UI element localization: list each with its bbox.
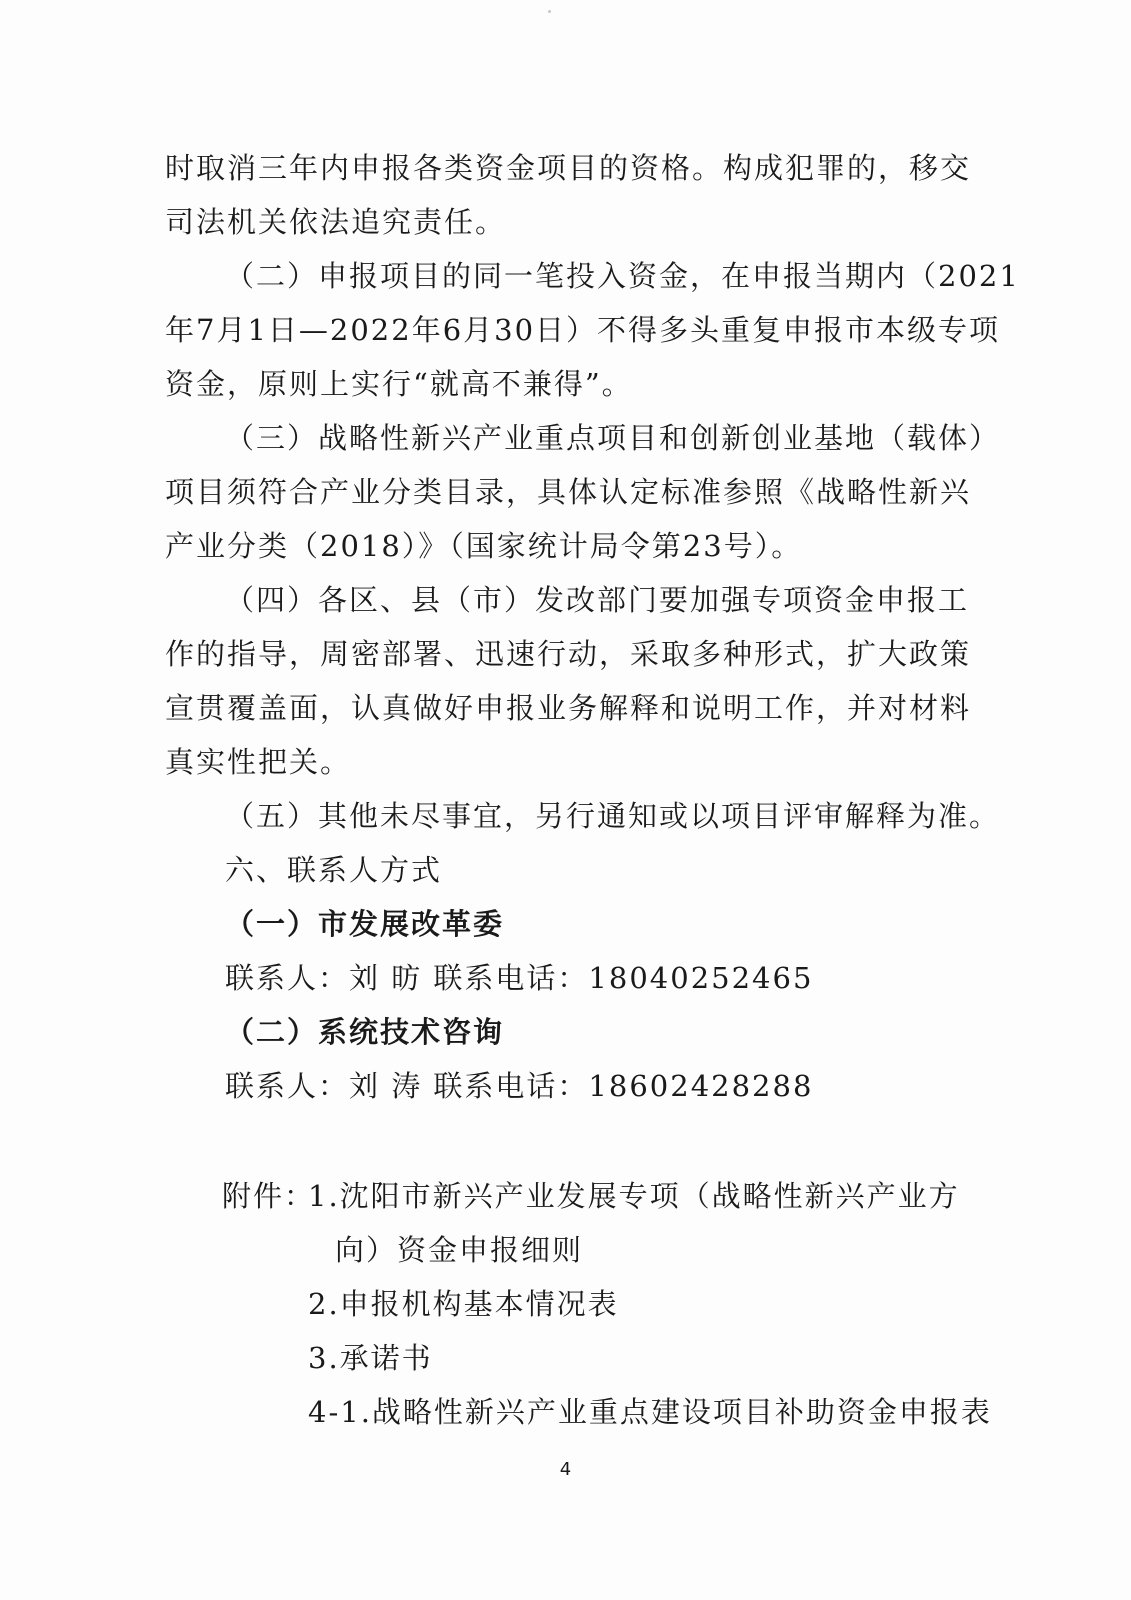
- attachment-item: 4-1.战略性新兴产业重点建设项目补助资金申报表: [308, 1395, 992, 1429]
- contact-line: 联系人：刘 昉 联系电话：18040252465: [225, 961, 814, 995]
- body-line: （五）其他未尽事宜，另行通知或以项目评审解释为准。: [225, 799, 1001, 833]
- contact-line: 联系人：刘 涛 联系电话：18602428288: [225, 1069, 814, 1103]
- attachment-item: 1.沈阳市新兴产业发展专项（战略性新兴产业方: [308, 1179, 960, 1213]
- attachments-label: 附件：: [222, 1179, 316, 1213]
- body-line: 产业分类（2018）》（国家统计局令第23号）。: [165, 529, 803, 563]
- body-line: （四）各区、县（市）发改部门要加强专项资金申报工: [225, 583, 970, 617]
- body-line: （三）战略性新兴产业重点项目和创新创业基地（载体）: [225, 421, 1001, 455]
- attachment-item: 2.申报机构基本情况表: [308, 1287, 619, 1321]
- body-line: （二）申报项目的同一笔投入资金，在申报当期内（2021: [225, 259, 1020, 293]
- attachment-item: 向）资金申报细则: [335, 1233, 584, 1267]
- attachment-item: 3.承诺书: [308, 1341, 433, 1375]
- body-line: 资金，原则上实行“就高不兼得”。: [165, 367, 633, 401]
- page-number: 4: [559, 1459, 572, 1480]
- contact-heading: （二）系统技术咨询: [225, 1015, 505, 1049]
- body-line: 真实性把关。: [165, 745, 352, 779]
- body-line: 项目须符合产业分类目录，具体认定标准参照《战略性新兴: [165, 475, 972, 509]
- body-line: 司法机关依法追究责任。: [165, 205, 507, 239]
- body-line: 年7月1日—2022年6月30日）不得多头重复申报市本级专项: [165, 313, 1001, 347]
- section-heading: 六、联系人方式: [225, 853, 443, 887]
- body-line: 作的指导，周密部署、迅速行动，采取多种形式，扩大政策: [165, 637, 972, 671]
- contact-heading: （一）市发展改革委: [225, 907, 505, 941]
- body-line: 宣贯覆盖面，认真做好申报业务解释和说明工作，并对材料: [165, 691, 972, 725]
- scan-mark: [548, 10, 551, 13]
- body-line: 时取消三年内申报各类资金项目的资格。构成犯罪的，移交: [165, 151, 972, 185]
